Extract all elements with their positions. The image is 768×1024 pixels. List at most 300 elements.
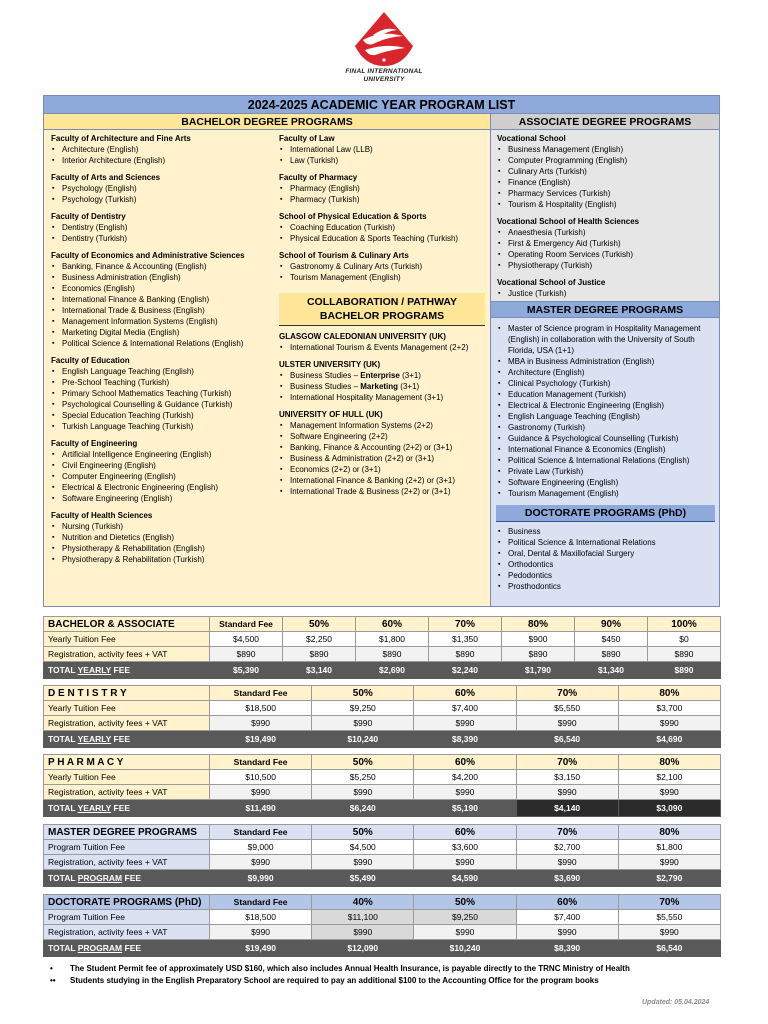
total-label-suffix: FEE: [122, 943, 142, 953]
footnote-text: Students studying in the English Preparatory School are required to pay an additional $100 to the Accounting Office for the program books: [70, 976, 599, 985]
fee-column-header: 70%: [516, 825, 618, 840]
fee-table-row: [44, 785, 721, 800]
program-item: ▪ International Finance & Banking (2+2) or (3+1): [279, 475, 487, 486]
program-item: ▪ Physiotherapy (Turkish): [497, 260, 713, 271]
fee-cell: $9,250: [414, 910, 516, 925]
fee-cell: $4,200: [414, 770, 516, 785]
fee-cell: $9,000: [210, 840, 312, 855]
program-item: ▪ English Language Teaching (English): [51, 366, 279, 377]
faculty-heading: UNIVERSITY OF HULL (UK): [279, 410, 383, 419]
bachelor-column-2: [279, 134, 487, 497]
fee-total-cell: $3,090: [618, 800, 720, 817]
fee-cell: $890: [648, 647, 721, 662]
doctorate-program-item: ▪ Pedodontics: [497, 570, 713, 581]
fee-column-header: 50%: [283, 617, 356, 632]
master-program-item: ▪ Master of Science program in Hospitality Management (English) in collaboration with the University of South Florida, USA (1+1): [497, 323, 713, 356]
fee-table: [43, 894, 721, 957]
fee-cell: $990: [312, 925, 414, 940]
total-label-period: PROGRAM: [77, 873, 123, 883]
fee-column-header: Standard Fee: [210, 895, 312, 910]
fee-total-cell: $5,390: [210, 662, 283, 679]
master-program-item: ▪ MBA in Business Administration (English): [497, 356, 713, 367]
fee-row-label: Program Tuition Fee: [44, 910, 210, 925]
master-program-item: ▪ Architecture (English): [497, 367, 713, 378]
fee-total-cell: $2,690: [356, 662, 429, 679]
fee-cell: $3,600: [414, 840, 516, 855]
fee-cell: $10,500: [210, 770, 312, 785]
program-item: ▪ Nursing (Turkish): [51, 521, 279, 532]
program-item: ▪ Law (Turkish): [279, 155, 487, 166]
total-label-period: YEARLY: [77, 734, 112, 744]
program-item: ▪ Physiotherapy & Rehabilitation (Turkish): [51, 554, 279, 565]
master-section: [491, 302, 719, 606]
faculty-heading: School of Tourism & Culinary Arts: [279, 251, 409, 260]
updated-date: Updated: 05.04.2024: [642, 999, 710, 1006]
fee-table-title: BACHELOR & ASSOCIATE: [44, 617, 210, 632]
program-list: [51, 449, 279, 504]
fee-column-header: Standard Fee: [210, 686, 312, 701]
program-item: ▪ International Law (LLB): [279, 144, 487, 155]
program-item: ▪ Marketing Digital Media (English): [51, 327, 279, 338]
faculty-heading: School of Physical Education & Sports: [279, 212, 427, 221]
fee-total-cell: $10,240: [312, 731, 414, 748]
fee-column-header: 40%: [312, 895, 414, 910]
program-list: [279, 144, 487, 166]
faculty-heading: Faculty of Arts and Sciences: [51, 173, 161, 182]
fee-row-label: Registration, activity fees + VAT: [44, 925, 210, 940]
fee-table-row: [44, 632, 721, 647]
fee-cell: $990: [210, 925, 312, 940]
fee-cell: $18,500: [210, 910, 312, 925]
faculty-heading: GLASGOW CALEDONIAN UNIVERSITY (UK): [279, 332, 446, 341]
fee-table-header: [44, 686, 721, 701]
program-item: ▪ Business Management (English): [497, 144, 713, 155]
faculty-heading: Faculty of Economics and Administrative Sciences: [51, 251, 245, 260]
right-column: [491, 114, 719, 606]
total-label-period: YEARLY: [77, 803, 112, 813]
collaboration-heading-line2: BACHELOR PROGRAMS: [319, 310, 445, 322]
faculty-heading: Faculty of Engineering: [51, 439, 138, 448]
fee-cell: $990: [516, 855, 618, 870]
faculty-heading: Faculty of Pharmacy: [279, 173, 358, 182]
fee-total-cell: $4,690: [618, 731, 720, 748]
program-list: [279, 222, 487, 244]
fee-cell: $7,400: [516, 910, 618, 925]
program-item: ▪ Business & Administration (2+2) or (3+1): [279, 453, 487, 464]
fee-column-header: 60%: [414, 755, 516, 770]
fee-total-row: [44, 800, 721, 817]
program-list-panel: [43, 95, 720, 607]
fee-cell: $4,500: [210, 632, 283, 647]
fee-cell: $18,500: [210, 701, 312, 716]
program-list: [279, 420, 487, 497]
total-label-prefix: TOTAL: [48, 803, 78, 813]
fee-row-label: Yearly Tuition Fee: [44, 632, 210, 647]
fee-total-cell: $9,990: [210, 870, 312, 887]
fee-cell: $890: [210, 647, 283, 662]
master-program-item: ▪ Guidance & Psychological Counselling (Turkish): [497, 433, 713, 444]
master-program-item: ▪ Electrical & Electronic Engineering (English): [497, 400, 713, 411]
fee-total-label: [44, 662, 210, 679]
program-item: ▪ Banking, Finance & Accounting (2+2) or (3+1): [279, 442, 487, 453]
fee-table-row: [44, 701, 721, 716]
fee-column-header: 60%: [356, 617, 429, 632]
total-label-prefix: TOTAL: [48, 665, 78, 675]
program-list: [51, 366, 279, 432]
fee-row-label: Yearly Tuition Fee: [44, 770, 210, 785]
fee-total-cell: $8,390: [414, 731, 516, 748]
fee-column-header: Standard Fee: [210, 755, 312, 770]
fee-row-label: Program Tuition Fee: [44, 840, 210, 855]
fee-total-cell: $5,190: [414, 800, 516, 817]
fee-total-label: [44, 800, 210, 817]
doctorate-program-item: ▪ Business: [497, 526, 713, 537]
fee-cell: $890: [283, 647, 356, 662]
fee-cell: $890: [356, 647, 429, 662]
fee-table-row: [44, 770, 721, 785]
bachelor-column-1: [51, 134, 279, 565]
fee-cell: $990: [516, 716, 618, 731]
fee-cell: $990: [414, 785, 516, 800]
fee-total-cell: $19,490: [210, 940, 312, 957]
master-program-item: ▪ Gastronomy (Turkish): [497, 422, 713, 433]
program-list: [279, 261, 487, 283]
program-list: [279, 342, 487, 353]
program-list: [497, 227, 713, 271]
fee-table-title: D E N T I S T R Y: [44, 686, 210, 701]
fee-column-header: 50%: [312, 825, 414, 840]
program-list: [279, 370, 487, 403]
program-item: ▪ Management Information Systems (2+2): [279, 420, 487, 431]
program-item: ▪ Operating Room Services (Turkish): [497, 249, 713, 260]
fee-cell: $990: [210, 785, 312, 800]
fee-column-header: 50%: [312, 686, 414, 701]
program-item: ▪ Computer Programming (English): [497, 155, 713, 166]
university-name-line2: UNIVERSITY: [363, 75, 405, 83]
footnote: [50, 963, 740, 975]
fee-cell: $990: [210, 716, 312, 731]
program-list: [497, 288, 713, 299]
fee-table-title: P H A R M A C Y: [44, 755, 210, 770]
fee-total-label: [44, 731, 210, 748]
program-item: ▪ Special Education Teaching (Turkish): [51, 410, 279, 421]
fee-table-row: [44, 716, 721, 731]
program-item: ▪ Pre-School Teaching (Turkish): [51, 377, 279, 388]
fee-cell: $990: [414, 716, 516, 731]
fee-row-label: Registration, activity fees + VAT: [44, 647, 210, 662]
fee-total-label: [44, 940, 210, 957]
fee-column-header: 70%: [516, 755, 618, 770]
faculty-heading: Faculty of Law: [279, 134, 335, 143]
fee-cell: $890: [575, 647, 648, 662]
program-item: ▪ Gastronomy & Culinary Arts (Turkish): [279, 261, 487, 272]
program-item: ▪ Dentistry (Turkish): [51, 233, 279, 244]
fee-column-header: 50%: [414, 895, 516, 910]
fee-column-header: 70%: [516, 686, 618, 701]
doctorate-program-item: ▪ Political Science & International Relations: [497, 537, 713, 548]
fee-total-cell: $1,340: [575, 662, 648, 679]
program-list: [279, 183, 487, 205]
footnote: [50, 975, 740, 987]
fee-row-label: Registration, activity fees + VAT: [44, 855, 210, 870]
program-item: ▪ International Hospitality Management (3+1): [279, 392, 487, 403]
program-item: ▪ Artificial Intelligence Engineering (English): [51, 449, 279, 460]
university-logo: [0, 10, 768, 94]
program-item: ▪ International Tourism & Events Management (2+2): [279, 342, 487, 353]
master-program-list: [491, 318, 719, 499]
doctorate-program-item: ▪ Oral, Dental & Maxillofacial Surgery: [497, 548, 713, 559]
fee-cell: $990: [516, 785, 618, 800]
fee-column-header: 100%: [648, 617, 721, 632]
program-list: [51, 261, 279, 349]
fee-table-header: [44, 755, 721, 770]
fee-cell: $0: [648, 632, 721, 647]
program-item: ▪ First & Emergency Aid (Turkish): [497, 238, 713, 249]
fee-total-cell: $2,240: [429, 662, 502, 679]
fee-cell: $990: [618, 855, 720, 870]
master-program-item: ▪ Software Engineering (English): [497, 477, 713, 488]
program-item: ▪ Tourism Management (English): [279, 272, 487, 283]
program-item: ▪ Coaching Education (Turkish): [279, 222, 487, 233]
fee-cell: $3,700: [618, 701, 720, 716]
doctorate-heading: DOCTORATE PROGRAMS (PhD): [496, 505, 715, 522]
bachelor-heading: BACHELOR DEGREE PROGRAMS: [44, 114, 490, 130]
program-item: ▪ Psychology (Turkish): [51, 194, 279, 205]
fee-cell: $990: [618, 785, 720, 800]
program-item: ▪ Turkish Language Teaching (Turkish): [51, 421, 279, 432]
fee-cell: $9,250: [312, 701, 414, 716]
program-list: [51, 521, 279, 565]
faculty-heading: Faculty of Education: [51, 356, 130, 365]
fee-cell: $11,100: [312, 910, 414, 925]
program-list: [51, 183, 279, 205]
fee-cell: $990: [414, 925, 516, 940]
fee-total-row: [44, 731, 721, 748]
fee-total-cell: $11,490: [210, 800, 312, 817]
fee-column-header: 60%: [414, 686, 516, 701]
program-item: ▪ Computer Engineering (English): [51, 471, 279, 482]
fee-total-cell: $3,690: [516, 870, 618, 887]
master-program-item: ▪ Clinical Psychology (Turkish): [497, 378, 713, 389]
fee-total-cell: $6,540: [618, 940, 720, 957]
program-item: ▪ Business Administration (English): [51, 272, 279, 283]
total-label-suffix: FEE: [111, 734, 131, 744]
fee-total-row: [44, 940, 721, 957]
associate-section: [491, 114, 719, 302]
fee-cell: $7,400: [414, 701, 516, 716]
fee-column-header: 60%: [414, 825, 516, 840]
program-item: ▪ Pharmacy Services (Turkish): [497, 188, 713, 199]
program-item: ▪ Psychology (English): [51, 183, 279, 194]
program-item: ▪ Physiotherapy & Rehabilitation (English): [51, 543, 279, 554]
program-item: ▪ Business Studies – Marketing (3+1): [279, 381, 487, 392]
faculty-heading: Vocational School of Justice: [497, 278, 606, 287]
fee-total-cell: $4,590: [414, 870, 516, 887]
fee-cell: $2,700: [516, 840, 618, 855]
program-list: [51, 144, 279, 166]
logo-emblem-icon: [351, 10, 417, 68]
fee-column-header: 80%: [618, 686, 720, 701]
master-program-item: ▪ English Language Teaching (English): [497, 411, 713, 422]
faculty-heading: Vocational School: [497, 134, 566, 143]
fee-column-header: Standard Fee: [210, 825, 312, 840]
master-program-item: ▪ Education Management (Turkish): [497, 389, 713, 400]
fee-column-header: 80%: [618, 825, 720, 840]
fee-total-cell: $10,240: [414, 940, 516, 957]
faculty-heading: ULSTER UNIVERSITY (UK): [279, 360, 381, 369]
fee-column-header: 70%: [429, 617, 502, 632]
fee-total-cell: $6,240: [312, 800, 414, 817]
fee-total-row: [44, 870, 721, 887]
program-item: ▪ Justice (Turkish): [497, 288, 713, 299]
program-item: ▪ Pharmacy (Turkish): [279, 194, 487, 205]
program-item: ▪ Management Information Systems (English): [51, 316, 279, 327]
program-item: ▪ Civil Engineering (English): [51, 460, 279, 471]
doctorate-program-list: [491, 526, 719, 592]
fee-table: [43, 685, 721, 748]
fee-table-header: [44, 825, 721, 840]
total-label-suffix: FEE: [122, 873, 142, 883]
total-label-period: YEARLY: [77, 665, 112, 675]
fee-table-row: [44, 647, 721, 662]
program-item: ▪ International Trade & Business (English): [51, 305, 279, 316]
total-label-suffix: FEE: [111, 665, 131, 675]
fee-cell: $900: [502, 632, 575, 647]
fee-total-row: [44, 662, 721, 679]
program-item: ▪ Business Studies – Enterprise (3+1): [279, 370, 487, 381]
fee-cell: $890: [429, 647, 502, 662]
university-name-line1: FINAL INTERNATIONAL: [345, 68, 423, 75]
faculty-heading: Faculty of Dentistry: [51, 212, 126, 221]
program-item: ▪ Electrical & Electronic Engineering (English): [51, 482, 279, 493]
fee-table-row: [44, 840, 721, 855]
program-list: [497, 144, 713, 210]
fee-cell: $990: [516, 925, 618, 940]
program-item: ▪ Interior Architecture (English): [51, 155, 279, 166]
program-item: ▪ Tourism & Hospitality (English): [497, 199, 713, 210]
fee-table: [43, 754, 721, 817]
fee-total-cell: $12,090: [312, 940, 414, 957]
fee-total-cell: $6,540: [516, 731, 618, 748]
fee-cell: $1,350: [429, 632, 502, 647]
total-label-prefix: TOTAL: [48, 734, 78, 744]
fee-column-header: 70%: [618, 895, 720, 910]
program-item: ▪ Culinary Arts (Turkish): [497, 166, 713, 177]
fee-total-cell: $3,140: [283, 662, 356, 679]
program-item: ▪ Economics (English): [51, 283, 279, 294]
program-item: ▪ Software Engineering (English): [51, 493, 279, 504]
footnote-marker: •: [50, 964, 53, 973]
fee-column-header: 50%: [312, 755, 414, 770]
fee-column-header: Standard Fee: [210, 617, 283, 632]
master-program-item: ▪ Private Law (Turkish): [497, 466, 713, 477]
program-item: ▪ Primary School Mathematics Teaching (Turkish): [51, 388, 279, 399]
footnote-text: The Student Permit fee of approximately USD $160, which also includes Annual Health Insurance, is payable directly to the TRNC Ministry of Health: [70, 964, 630, 973]
total-label-prefix: TOTAL: [48, 873, 78, 883]
collaboration-heading-line1: COLLABORATION / PATHWAY: [306, 296, 458, 308]
fee-total-label: [44, 870, 210, 887]
program-item: ▪ Nutrition and Dietetics (English): [51, 532, 279, 543]
fee-cell: $990: [414, 855, 516, 870]
program-item: ▪ Banking, Finance & Accounting (English): [51, 261, 279, 272]
footnote-marker: ••: [50, 976, 56, 985]
fee-total-cell: $1,790: [502, 662, 575, 679]
fee-cell: $3,150: [516, 770, 618, 785]
collaboration-heading: [279, 293, 485, 326]
fee-column-header: 80%: [502, 617, 575, 632]
doctorate-program-item: ▪ Prosthodontics: [497, 581, 713, 592]
fee-row-label: Yearly Tuition Fee: [44, 701, 210, 716]
fee-cell: $990: [618, 925, 720, 940]
fee-table-row: [44, 855, 721, 870]
total-label-period: PROGRAM: [77, 943, 123, 953]
master-heading: MASTER DEGREE PROGRAMS: [491, 302, 719, 318]
program-item: ▪ Pharmacy (English): [279, 183, 487, 194]
fee-total-cell: $19,490: [210, 731, 312, 748]
program-list: [51, 222, 279, 244]
program-item: ▪ Dentistry (English): [51, 222, 279, 233]
fee-table-title: DOCTORATE PROGRAMS (PhD): [44, 895, 210, 910]
fee-total-cell: $8,390: [516, 940, 618, 957]
program-item: ▪ Economics (2+2) or (3+1): [279, 464, 487, 475]
fee-total-cell: $890: [648, 662, 721, 679]
associate-heading: ASSOCIATE DEGREE PROGRAMS: [491, 114, 719, 130]
fee-cell: $2,100: [618, 770, 720, 785]
footnotes: [50, 963, 740, 987]
program-item: ▪ Software Engineering (2+2): [279, 431, 487, 442]
program-item: ▪ Political Science & International Relations (English): [51, 338, 279, 349]
page-title: 2024-2025 ACADEMIC YEAR PROGRAM LIST: [44, 96, 719, 114]
fee-cell: $890: [502, 647, 575, 662]
fee-table: [43, 616, 721, 679]
program-item: ▪ Architecture (English): [51, 144, 279, 155]
program-item: ▪ Anaesthesia (Turkish): [497, 227, 713, 238]
fee-table: [43, 824, 721, 887]
fee-cell: $4,500: [312, 840, 414, 855]
fee-cell: $5,250: [312, 770, 414, 785]
faculty-heading: Faculty of Architecture and Fine Arts: [51, 134, 191, 143]
fee-cell: $990: [312, 785, 414, 800]
fee-table-row: [44, 910, 721, 925]
fee-column-header: 90%: [575, 617, 648, 632]
fee-cell: $990: [618, 716, 720, 731]
fee-cell: $5,550: [516, 701, 618, 716]
program-item: ▪ Psychological Counselling & Guidance (Turkish): [51, 399, 279, 410]
program-item: ▪ Finance (English): [497, 177, 713, 188]
fee-cell: $1,800: [618, 840, 720, 855]
bachelor-section: [44, 114, 491, 606]
fee-column-header: 60%: [516, 895, 618, 910]
fee-cell: $450: [575, 632, 648, 647]
fee-table-header: [44, 895, 721, 910]
master-program-item: ▪ International Finance & Economics (English): [497, 444, 713, 455]
fee-cell: $990: [312, 855, 414, 870]
fee-row-label: Registration, activity fees + VAT: [44, 716, 210, 731]
fee-cell: $5,550: [618, 910, 720, 925]
fee-row-label: Registration, activity fees + VAT: [44, 785, 210, 800]
program-item: ▪ Physical Education & Sports Teaching (Turkish): [279, 233, 487, 244]
program-item: ▪ International Trade & Business (2+2) or (3+1): [279, 486, 487, 497]
fee-total-cell: $4,140: [516, 800, 618, 817]
fee-cell: $1,800: [356, 632, 429, 647]
fee-total-cell: $5,490: [312, 870, 414, 887]
doctorate-program-item: ▪ Orthodontics: [497, 559, 713, 570]
fee-cell: $990: [210, 855, 312, 870]
program-item: ▪ International Finance & Banking (English): [51, 294, 279, 305]
master-program-item: ▪ Tourism Management (English): [497, 488, 713, 499]
faculty-heading: Vocational School of Health Sciences: [497, 217, 640, 226]
fee-table-row: [44, 925, 721, 940]
